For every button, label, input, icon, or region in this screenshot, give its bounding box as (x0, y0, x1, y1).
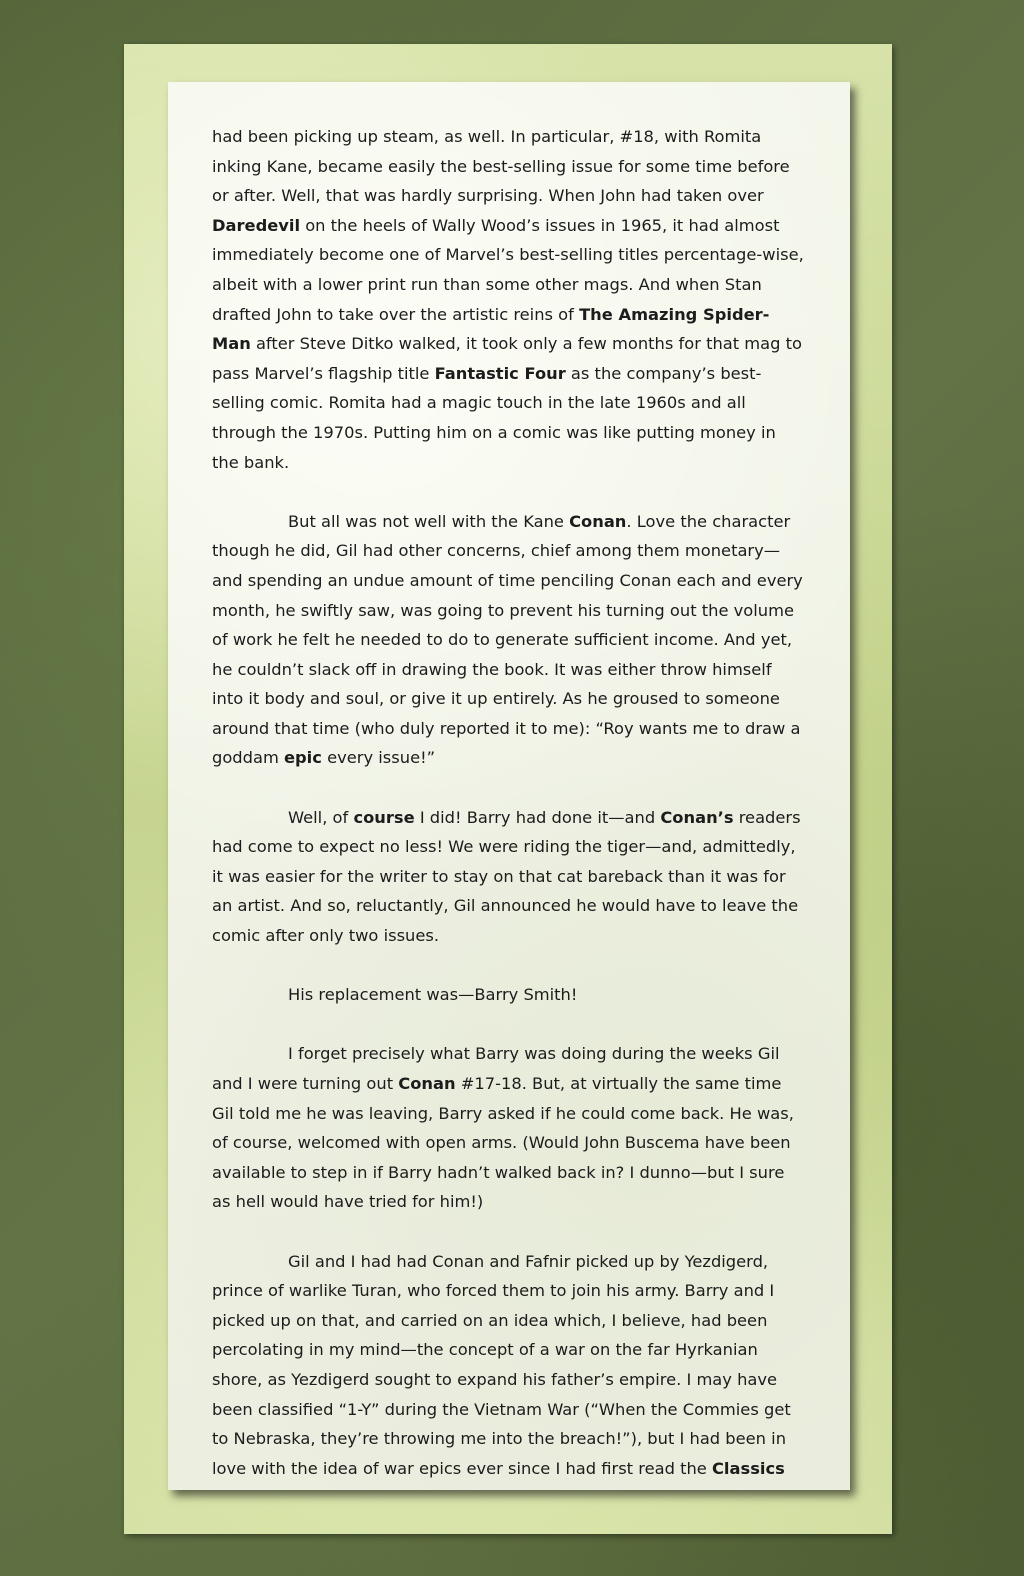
bold-title: Conan’s (660, 807, 734, 827)
text-run: . Love the character though he did, Gil had other concerns, chief among them monetary—and spending an undue amount of time penciling Conan each and every month, he swiftly saw, was going to prevent his turning out the volume of work he felt he needed to do to generate sufficient income. And yet, he couldn’t slack off in drawing the book. It was either throw himself into it body and soul, or give it up entirely. As he groused to someone around that time (who duly reported it to me): “Roy wants me to draw a goddam (212, 511, 803, 768)
text-run: Gil and I had had Conan and Fafnir picked up by Yezdigerd, prince of warlike Turan, who forced them to join his army. Barry and I picked up on that, and carried on an idea which, I believe, had been percolating in my mind—the concept of a war on the far Hyrkanian shore, as Yezdigerd sought to expand his father’s empire. I may have been classified “1-Y” during the Vietnam War (“When the Commies get to Nebraska, they’re throwing me into the breach!”), but I had been in love with the idea of war epics ever since I had first read the (212, 1251, 791, 1478)
text-run: But all was not well with the Kane (288, 511, 570, 531)
paragraph-1 (212, 122, 804, 477)
bold-title: Conan (398, 1074, 456, 1093)
article-body (212, 122, 804, 1513)
bold-title: The Amazing Spider-Man (212, 304, 770, 354)
text-run: His replacement was—Barry Smith! (288, 985, 578, 1005)
paragraph-2 (212, 507, 804, 773)
text-run: I did! Barry had done it—and (414, 807, 661, 827)
bold-emphasis: epic (283, 748, 322, 768)
text-run: readers had come to expect no less! We were riding the tiger—and, admittedly, it was easier for the writer to stay on that cat bareback than it was for an artist. And so, reluctantly, Gil announced he would have to leave the comic after only two issues. (212, 807, 801, 946)
text-run: had been picking up steam, as well. In particular, #18, with Romita inking Kane, became easily the best-selling issue for some time before or after. Well, that was hardly surprising. When John had taken over (212, 127, 790, 206)
bold-title: Fantastic Four (434, 363, 566, 383)
text-run: Well, of (288, 807, 354, 827)
text-run: after Steve Ditko walked, it took only a few months for that mag to pass Marvel’s flagship title (212, 334, 802, 383)
paragraph-3 (212, 803, 804, 951)
bold-emphasis: course (353, 807, 415, 827)
paragraph-6 (212, 1247, 804, 1484)
text-run: I forget precisely what Barry was doing during the weeks Gil and I were turning out (212, 1044, 780, 1093)
text-run: as the company’s best-selling comic. Romita had a magic touch in the late 1960s and all through the 1970s. Putting him on a comic was like putting money in the bank. (212, 363, 776, 472)
bold-title: Daredevil (212, 215, 301, 235)
text-run: #17-18. But, at virtually the same time Gil told me he was leaving, Barry asked if he could come back. He was, of course, welcomed with open arms. (Would John Buscema have been available to step in if Barry hadn’t walked back in? I dunno—but I sure as hell would have tried for him!) (212, 1074, 794, 1212)
bold-title: Classics (711, 1458, 785, 1478)
text-run: on the heels of Wally Wood’s issues in 1965, it had almost immediately become one of Marvel’s best-selling titles percentage-wise, albeit with a lower print run than some other mags. And when Stan drafted John to take over the artistic reins of (212, 215, 804, 324)
text-run: every issue!” (321, 748, 436, 768)
paragraph-5 (212, 1039, 804, 1217)
paragraph-4 (212, 980, 804, 1010)
bold-title: Conan (569, 511, 627, 531)
